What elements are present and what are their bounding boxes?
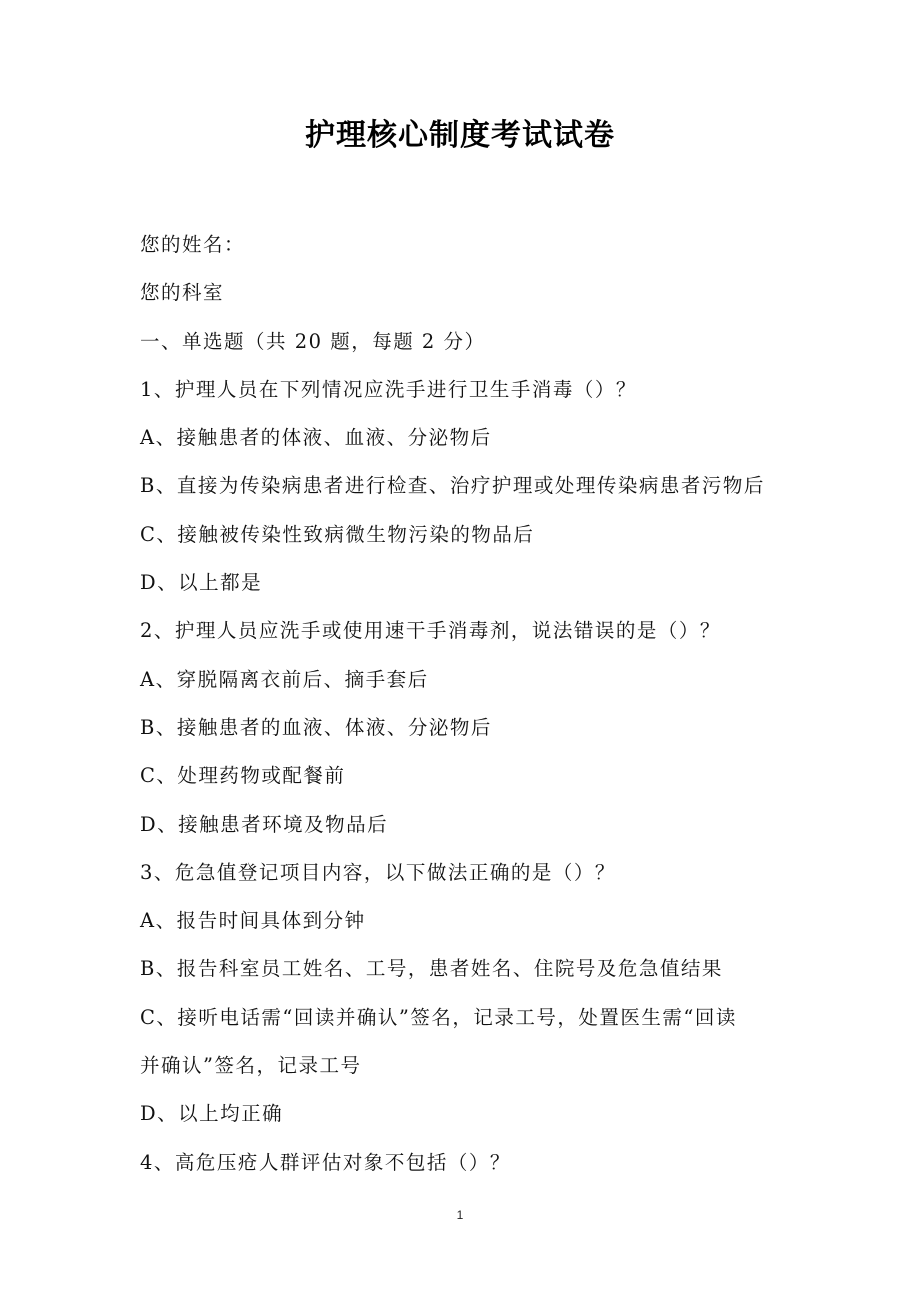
question-1-option-a: A、接触患者的体液、血液、分泌物后 [140,426,492,450]
department-field-label: 您的科室 [140,281,225,305]
name-field-label: 您的姓名： [140,233,246,256]
question-2-option-d: D、接触患者环境及物品后 [140,812,389,836]
question-3-option-a: A、报告时间具体到分钟 [140,909,366,933]
question-2: 2、护理人员应洗手或使用速干手消毒剂，说法错误的是（）？ [140,619,721,643]
question-3-option-b: B、报告科室员工姓名、工号，患者姓名、住院号及危急值结果 [140,957,723,981]
question-1-option-b: B、直接为传染病患者进行检查、治疗护理或处理传染病患者污物后 [140,474,765,498]
page-title: 护理核心制度考试试卷 [305,118,615,153]
question-1-option-d: D、以上都是 [140,571,263,595]
question-3: 3、危急值登记项目内容，以下做法正确的是（）？ [140,860,616,884]
question-2-option-a: A、穿脱隔离衣前后、摘手套后 [140,667,429,691]
question-1: 1、护理人员在下列情况应洗手进行卫生手消毒（）？ [140,377,637,401]
section-heading: 一、单选题（共 20 题，每题 2 分） [140,329,486,353]
question-2-option-c: C、处理药物或配餐前 [140,764,346,788]
question-1-option-c: C、接触被传染性致病微生物污染的物品后 [140,522,535,546]
question-3-option-c: C、接听电话需“回读并确认”签名，记录工号，处置医生需“回读 [140,1005,737,1029]
question-3-option-d: D、以上均正确 [140,1102,284,1126]
question-3-option-c-continued: 并确认”签名，记录工号 [140,1054,362,1078]
question-2-option-b: B、接触患者的血液、体液、分泌物后 [140,715,492,739]
page-number: 1 [456,1208,464,1222]
question-4: 4、高危压疮人群评估对象不包括（）？ [140,1150,511,1174]
exam-body [140,227,790,1193]
